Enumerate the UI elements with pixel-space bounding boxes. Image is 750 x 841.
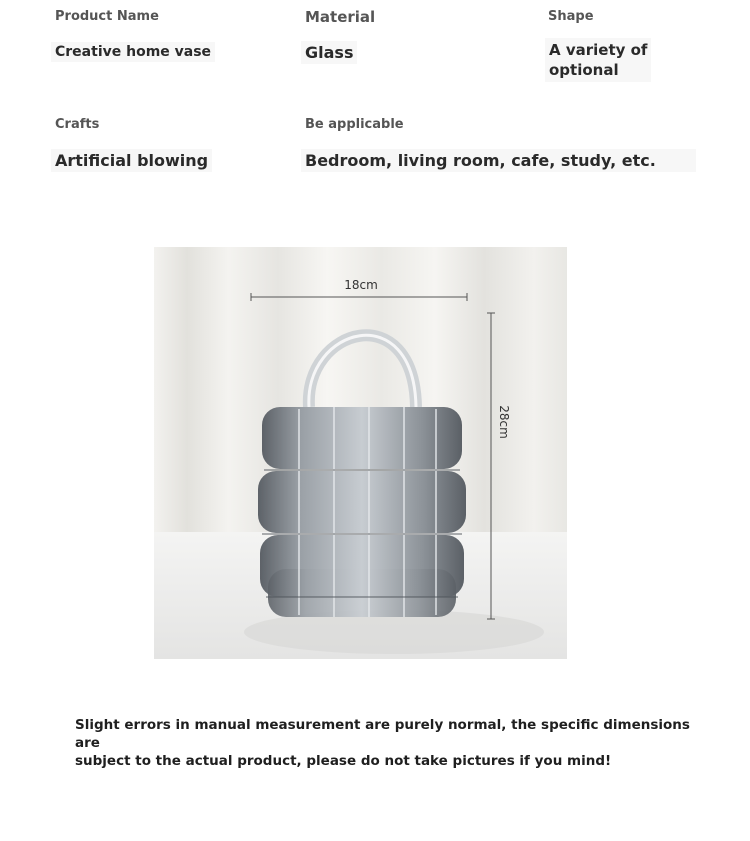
shape-value-line2: optional: [549, 61, 619, 79]
shape-label: Shape: [548, 9, 594, 24]
product-name-value: Creative home vase: [51, 42, 215, 62]
material-value: Glass: [301, 41, 357, 64]
disclaimer-note: [75, 716, 705, 770]
applicable-label: Be applicable: [305, 117, 404, 132]
shape-value-line1: A variety of: [549, 41, 648, 59]
vase-photo: [154, 247, 567, 659]
shape-value: [545, 38, 651, 82]
disclaimer-line1: Slight errors in manual measurement are purely normal, the specific dimensions are: [75, 717, 690, 751]
crafts-label: Crafts: [55, 117, 100, 132]
crafts-value: Artificial blowing: [51, 149, 212, 172]
applicable-value: Bedroom, living room, cafe, study, etc.: [301, 149, 696, 172]
disclaimer-line2: subject to the actual product, please do not take pictures if you mind!: [75, 753, 612, 769]
height-label: 28cm: [497, 405, 511, 439]
vase-body: [258, 407, 466, 617]
material-label: Material: [305, 8, 376, 26]
product-name-label: Product Name: [55, 9, 159, 24]
width-label: 18cm: [344, 278, 378, 292]
